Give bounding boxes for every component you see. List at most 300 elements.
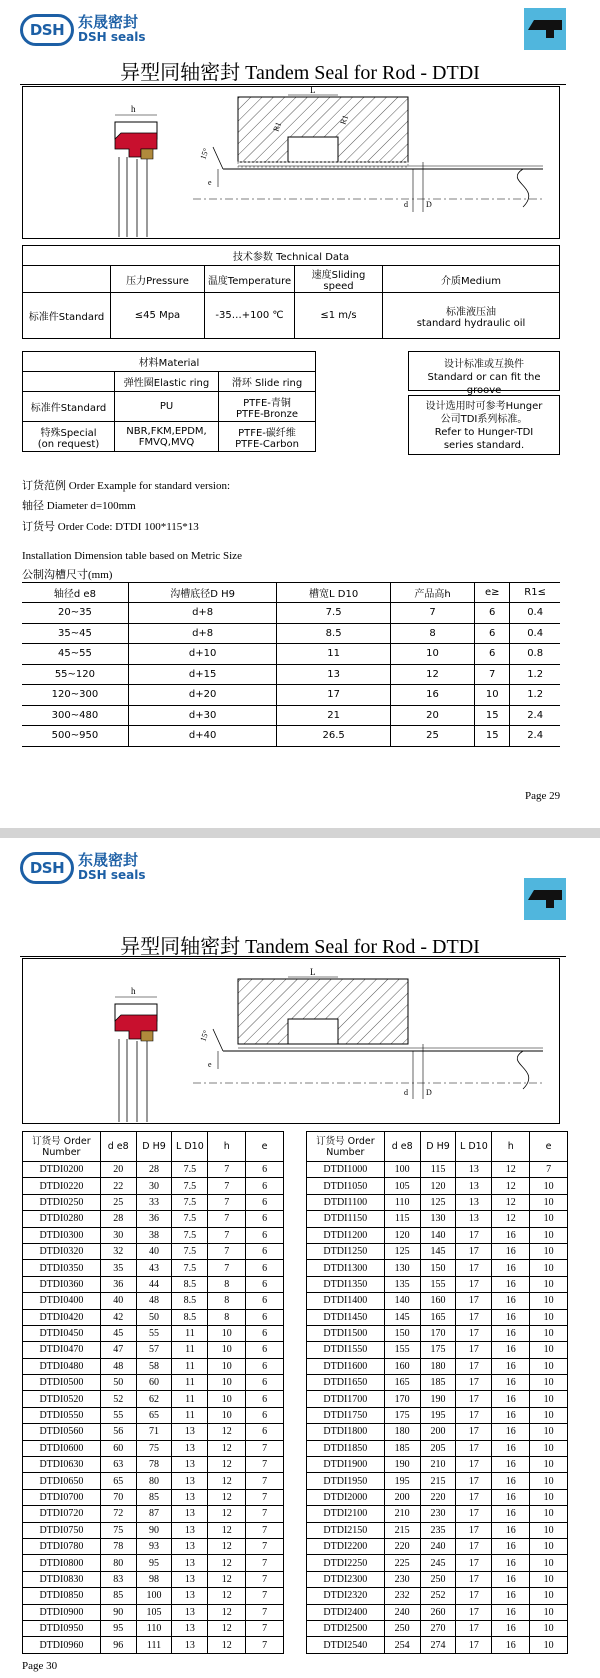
order-value: 254 xyxy=(384,1637,420,1653)
order-number: DTDI0280 xyxy=(23,1211,101,1227)
logo-badge: DSH xyxy=(20,14,74,46)
order-value: 16 xyxy=(492,1506,530,1522)
order-number: DTDI0700 xyxy=(23,1489,101,1505)
order-value: 48 xyxy=(100,1358,136,1374)
dim-cell: d+30 xyxy=(128,705,277,726)
order-value: 10 xyxy=(530,1194,568,1210)
order-row xyxy=(307,1325,568,1341)
order-value: 16 xyxy=(492,1424,530,1440)
order-value: 8 xyxy=(208,1293,246,1309)
order-number: DTDI0720 xyxy=(23,1506,101,1522)
order-value: 17 xyxy=(456,1375,492,1391)
dim-d-label: d xyxy=(404,1088,408,1097)
order-row xyxy=(23,1588,284,1604)
order-value: 13 xyxy=(456,1162,492,1178)
order-value: 7 xyxy=(246,1588,284,1604)
order-value: 10 xyxy=(530,1473,568,1489)
order-value: 11 xyxy=(172,1407,208,1423)
order-value: 111 xyxy=(136,1637,172,1653)
order-number-table-left xyxy=(22,1131,284,1654)
dim-cell: 7 xyxy=(475,664,510,685)
order-number: DTDI0900 xyxy=(23,1604,101,1620)
order-value: 6 xyxy=(246,1309,284,1325)
installation-dimension-table xyxy=(22,582,560,747)
order-value: 62 xyxy=(136,1391,172,1407)
order-value: 7 xyxy=(246,1440,284,1456)
order-value: 8.5 xyxy=(172,1276,208,1292)
order-row xyxy=(307,1358,568,1374)
order-value: 32 xyxy=(100,1243,136,1259)
order-value: 16 xyxy=(492,1473,530,1489)
order-value: 12 xyxy=(208,1457,246,1473)
order-value: 17 xyxy=(456,1506,492,1522)
order-value: 7 xyxy=(208,1260,246,1276)
order-value: 16 xyxy=(492,1309,530,1325)
order-number: DTDI0350 xyxy=(23,1260,101,1276)
dim-cell: d+8 xyxy=(128,603,277,624)
order-value: 220 xyxy=(420,1489,456,1505)
order-number: DTDI1450 xyxy=(307,1309,385,1325)
order-value: 50 xyxy=(100,1375,136,1391)
order-value: 160 xyxy=(420,1293,456,1309)
order-value: 28 xyxy=(100,1211,136,1227)
order-value: 16 xyxy=(492,1571,530,1587)
order-header-row xyxy=(307,1132,568,1162)
order-value: 17 xyxy=(456,1293,492,1309)
order-number: DTDI1100 xyxy=(307,1194,385,1210)
dim-cell: 0.4 xyxy=(510,623,560,644)
order-row xyxy=(307,1407,568,1423)
order-value: 83 xyxy=(100,1571,136,1587)
order-value: 145 xyxy=(384,1309,420,1325)
order-header: h xyxy=(492,1132,530,1162)
order-value: 7 xyxy=(246,1620,284,1636)
order-value: 28 xyxy=(136,1162,172,1178)
order-value: 72 xyxy=(100,1506,136,1522)
order-row xyxy=(23,1555,284,1571)
order-value: 215 xyxy=(384,1522,420,1538)
order-row xyxy=(23,1162,284,1178)
order-number: DTDI0450 xyxy=(23,1325,101,1341)
dim-cell: 1.2 xyxy=(510,664,560,685)
order-value: 17 xyxy=(456,1325,492,1341)
order-row xyxy=(23,1325,284,1341)
order-value: 190 xyxy=(420,1391,456,1407)
order-value: 6 xyxy=(246,1276,284,1292)
order-number: DTDI2300 xyxy=(307,1571,385,1587)
dsh-logo xyxy=(20,10,145,50)
order-value: 225 xyxy=(384,1555,420,1571)
logo-en: DSH seals xyxy=(78,30,146,44)
order-row xyxy=(23,1309,284,1325)
dim-cell: 15 xyxy=(475,726,510,747)
order-value: 10 xyxy=(530,1211,568,1227)
order-value: 36 xyxy=(136,1211,172,1227)
order-value: 115 xyxy=(420,1162,456,1178)
order-value: 232 xyxy=(384,1588,420,1604)
order-header-row xyxy=(23,1132,284,1162)
order-header: D H9 xyxy=(136,1132,172,1162)
order-header: 订货号 Order Number xyxy=(23,1132,101,1162)
order-number: DTDI0250 xyxy=(23,1194,101,1210)
order-value: 75 xyxy=(100,1522,136,1538)
order-value: 16 xyxy=(492,1588,530,1604)
order-value: 235 xyxy=(420,1522,456,1538)
order-value: 6 xyxy=(246,1194,284,1210)
order-value: 260 xyxy=(420,1604,456,1620)
order-value: 17 xyxy=(456,1473,492,1489)
order-value: 180 xyxy=(384,1424,420,1440)
order-value: 16 xyxy=(492,1604,530,1620)
order-number: DTDI1150 xyxy=(307,1211,385,1227)
order-number: DTDI1600 xyxy=(307,1358,385,1374)
order-value: 30 xyxy=(100,1227,136,1243)
order-number: DTDI1500 xyxy=(307,1325,385,1341)
dim-cell: 7 xyxy=(390,603,474,624)
order-value: 10 xyxy=(530,1375,568,1391)
angle-label: 15° xyxy=(198,147,211,161)
dim-header: 槽宽L D10 xyxy=(277,583,390,603)
order-value: 75 xyxy=(136,1440,172,1456)
order-value: 12 xyxy=(208,1604,246,1620)
radius-label-1: R1 xyxy=(271,120,284,133)
material-caption: 材料Material xyxy=(23,352,316,372)
tech-value: -35…+100 ℃ xyxy=(205,293,295,339)
order-value: 155 xyxy=(384,1342,420,1358)
order-row xyxy=(307,1194,568,1210)
order-row xyxy=(23,1489,284,1505)
order-row xyxy=(307,1391,568,1407)
order-value: 205 xyxy=(420,1440,456,1456)
dim-cell: 1.2 xyxy=(510,685,560,706)
order-number: DTDI0800 xyxy=(23,1555,101,1571)
order-value: 43 xyxy=(136,1260,172,1276)
order-value: 16 xyxy=(492,1407,530,1423)
order-value: 7.5 xyxy=(172,1178,208,1194)
order-value: 170 xyxy=(384,1391,420,1407)
dim-cell: 8 xyxy=(390,623,474,644)
order-number: DTDI1250 xyxy=(307,1243,385,1259)
order-row xyxy=(23,1424,284,1440)
material-table xyxy=(22,351,316,452)
order-value: 17 xyxy=(456,1309,492,1325)
order-value: 17 xyxy=(456,1424,492,1440)
order-row xyxy=(23,1506,284,1522)
order-value: 140 xyxy=(384,1293,420,1309)
order-value: 16 xyxy=(492,1276,530,1292)
install-heading: Installation Dimension table based on Metric Size xyxy=(22,550,242,562)
order-value: 13 xyxy=(172,1620,208,1636)
seal-profile-thumbnail xyxy=(524,878,566,920)
order-value: 7 xyxy=(246,1538,284,1554)
order-number: DTDI1350 xyxy=(307,1276,385,1292)
order-value: 70 xyxy=(100,1489,136,1505)
order-value: 7 xyxy=(246,1457,284,1473)
order-value: 11 xyxy=(172,1325,208,1341)
order-value: 12 xyxy=(492,1162,530,1178)
order-number: DTDI1800 xyxy=(307,1424,385,1440)
order-value: 33 xyxy=(136,1194,172,1210)
order-row xyxy=(307,1260,568,1276)
order-value: 10 xyxy=(208,1407,246,1423)
order-value: 6 xyxy=(246,1407,284,1423)
order-value: 155 xyxy=(420,1276,456,1292)
order-value: 10 xyxy=(208,1325,246,1341)
order-value: 10 xyxy=(530,1178,568,1194)
order-value: 10 xyxy=(530,1604,568,1620)
order-value: 12 xyxy=(492,1194,530,1210)
order-value: 150 xyxy=(384,1325,420,1341)
order-row xyxy=(23,1440,284,1456)
order-value: 16 xyxy=(492,1637,530,1653)
order-value: 7 xyxy=(530,1162,568,1178)
material-header: 滑环 Slide ring xyxy=(219,372,316,392)
hunger-reference-note: 设计选用时可参考Hunger 公司TDI系列标准。 Refer to Hunger-TDI series standard. xyxy=(408,395,560,455)
order-header: d e8 xyxy=(100,1132,136,1162)
order-value: 270 xyxy=(420,1620,456,1636)
order-value: 40 xyxy=(100,1293,136,1309)
order-value: 95 xyxy=(100,1620,136,1636)
dim-header: 轴径d e8 xyxy=(22,583,128,603)
order-value: 10 xyxy=(530,1457,568,1473)
order-value: 120 xyxy=(384,1227,420,1243)
technical-data-table xyxy=(22,245,560,339)
order-value: 20 xyxy=(100,1162,136,1178)
dim-D-label: D xyxy=(426,200,432,209)
dim-cell: 26.5 xyxy=(277,726,390,747)
order-value: 10 xyxy=(530,1276,568,1292)
tech-header: 压力Pressure xyxy=(111,266,205,293)
order-value: 125 xyxy=(420,1194,456,1210)
order-number: DTDI0220 xyxy=(23,1178,101,1194)
page-title: 异型同轴密封 Tandem Seal for Rod - DTDI xyxy=(120,62,480,84)
order-value: 50 xyxy=(136,1309,172,1325)
order-value: 11 xyxy=(172,1391,208,1407)
order-value: 6 xyxy=(246,1358,284,1374)
dim-cell: 2.4 xyxy=(510,705,560,726)
order-value: 10 xyxy=(530,1407,568,1423)
dim-D-label: D xyxy=(426,1088,432,1097)
order-value: 170 xyxy=(420,1325,456,1341)
order-row xyxy=(307,1571,568,1587)
material-row-label: 标准件Standard xyxy=(23,392,115,422)
order-number: DTDI0470 xyxy=(23,1342,101,1358)
order-value: 7 xyxy=(246,1522,284,1538)
order-value: 17 xyxy=(456,1604,492,1620)
dim-row xyxy=(22,603,560,624)
order-row xyxy=(23,1211,284,1227)
order-value: 10 xyxy=(530,1293,568,1309)
dim-header: 产品高h xyxy=(390,583,474,603)
order-header: e xyxy=(246,1132,284,1162)
order-value: 105 xyxy=(384,1178,420,1194)
order-row xyxy=(307,1243,568,1259)
order-row xyxy=(307,1473,568,1489)
order-row xyxy=(23,1375,284,1391)
order-value: 8.5 xyxy=(172,1309,208,1325)
order-value: 10 xyxy=(530,1538,568,1554)
order-value: 17 xyxy=(456,1276,492,1292)
order-value: 12 xyxy=(208,1571,246,1587)
order-row xyxy=(23,1358,284,1374)
order-value: 17 xyxy=(456,1358,492,1374)
order-value: 7 xyxy=(208,1194,246,1210)
material-header: 弹性圈Elastic ring xyxy=(115,372,219,392)
order-value: 48 xyxy=(136,1293,172,1309)
dim-header: e≥ xyxy=(475,583,510,603)
order-row xyxy=(307,1309,568,1325)
seal-diagram xyxy=(22,86,560,239)
order-value: 78 xyxy=(100,1538,136,1554)
order-value: 195 xyxy=(384,1473,420,1489)
order-value: 65 xyxy=(136,1407,172,1423)
order-value: 175 xyxy=(384,1407,420,1423)
order-row xyxy=(23,1538,284,1554)
order-value: 10 xyxy=(530,1571,568,1587)
dim-cell: 10 xyxy=(390,644,474,665)
order-value: 16 xyxy=(492,1538,530,1554)
order-value: 13 xyxy=(172,1489,208,1505)
order-header: L D10 xyxy=(172,1132,208,1162)
order-row xyxy=(23,1473,284,1489)
order-row xyxy=(307,1522,568,1538)
order-value: 17 xyxy=(456,1620,492,1636)
seal-profile-thumbnail xyxy=(524,8,566,50)
order-row xyxy=(307,1375,568,1391)
order-number: DTDI0780 xyxy=(23,1538,101,1554)
order-value: 130 xyxy=(420,1211,456,1227)
order-value: 175 xyxy=(420,1342,456,1358)
order-value: 16 xyxy=(492,1522,530,1538)
order-number: DTDI0480 xyxy=(23,1358,101,1374)
order-number: DTDI0500 xyxy=(23,1375,101,1391)
order-value: 12 xyxy=(208,1440,246,1456)
order-row xyxy=(23,1620,284,1636)
order-row xyxy=(307,1276,568,1292)
order-value: 7 xyxy=(246,1506,284,1522)
dim-cell: 6 xyxy=(475,623,510,644)
order-value: 11 xyxy=(172,1358,208,1374)
order-value: 16 xyxy=(492,1457,530,1473)
order-number: DTDI1200 xyxy=(307,1227,385,1243)
order-value: 85 xyxy=(136,1489,172,1505)
order-value: 7 xyxy=(246,1571,284,1587)
order-value: 25 xyxy=(100,1194,136,1210)
order-value: 13 xyxy=(172,1522,208,1538)
order-number: DTDI1850 xyxy=(307,1440,385,1456)
order-value: 8.5 xyxy=(172,1293,208,1309)
order-row xyxy=(23,1571,284,1587)
order-number: DTDI1550 xyxy=(307,1342,385,1358)
order-row xyxy=(23,1522,284,1538)
dim-cell: d+40 xyxy=(128,726,277,747)
order-number: DTDI1300 xyxy=(307,1260,385,1276)
order-number: DTDI0320 xyxy=(23,1243,101,1259)
dim-cell: 25 xyxy=(390,726,474,747)
order-value: 145 xyxy=(420,1243,456,1259)
order-value: 12 xyxy=(492,1211,530,1227)
order-value: 16 xyxy=(492,1489,530,1505)
order-value: 215 xyxy=(420,1473,456,1489)
order-value: 6 xyxy=(246,1424,284,1440)
order-number: DTDI2250 xyxy=(307,1555,385,1571)
order-value: 10 xyxy=(530,1342,568,1358)
order-value: 13 xyxy=(172,1538,208,1554)
order-row xyxy=(307,1162,568,1178)
order-value: 6 xyxy=(246,1391,284,1407)
order-value: 13 xyxy=(172,1440,208,1456)
order-number: DTDI0950 xyxy=(23,1620,101,1636)
order-value: 7 xyxy=(208,1162,246,1178)
dim-cell: 0.8 xyxy=(510,644,560,665)
order-value: 22 xyxy=(100,1178,136,1194)
order-value: 38 xyxy=(136,1227,172,1243)
order-value: 12 xyxy=(208,1588,246,1604)
order-value: 6 xyxy=(246,1260,284,1276)
dim-cell: 8.5 xyxy=(277,623,390,644)
order-row xyxy=(307,1555,568,1571)
order-value: 252 xyxy=(420,1588,456,1604)
order-value: 13 xyxy=(172,1506,208,1522)
order-value: 8 xyxy=(208,1309,246,1325)
order-header: d e8 xyxy=(384,1132,420,1162)
order-value: 10 xyxy=(530,1358,568,1374)
order-value: 245 xyxy=(420,1555,456,1571)
order-value: 160 xyxy=(384,1358,420,1374)
order-value: 65 xyxy=(100,1473,136,1489)
order-value: 55 xyxy=(136,1325,172,1341)
order-number: DTDI2500 xyxy=(307,1620,385,1636)
dim-cell: 10 xyxy=(475,685,510,706)
order-value: 210 xyxy=(420,1457,456,1473)
order-value: 125 xyxy=(384,1243,420,1259)
order-value: 200 xyxy=(420,1424,456,1440)
order-value: 13 xyxy=(172,1637,208,1653)
order-value: 17 xyxy=(456,1407,492,1423)
order-value: 10 xyxy=(530,1309,568,1325)
order-value: 8 xyxy=(208,1276,246,1292)
order-header: h xyxy=(208,1132,246,1162)
order-example-code: 订货号 Order Code: DTDI 100*115*13 xyxy=(22,521,199,533)
dim-h-label: h xyxy=(131,986,136,996)
order-value: 10 xyxy=(208,1358,246,1374)
order-value: 195 xyxy=(420,1407,456,1423)
order-value: 16 xyxy=(492,1620,530,1636)
order-value: 7 xyxy=(208,1227,246,1243)
dim-row xyxy=(22,623,560,644)
order-value: 10 xyxy=(530,1424,568,1440)
page-title: 异型同轴密封 Tandem Seal for Rod - DTDI xyxy=(120,936,480,958)
groove-note: 设计标准或互换件 Standard or can fit the groove xyxy=(408,351,560,391)
order-row xyxy=(307,1620,568,1636)
order-number: DTDI2000 xyxy=(307,1489,385,1505)
order-value: 185 xyxy=(420,1375,456,1391)
dim-cell: 13 xyxy=(277,664,390,685)
order-value: 250 xyxy=(384,1620,420,1636)
order-number: DTDI0400 xyxy=(23,1293,101,1309)
order-row xyxy=(23,1604,284,1620)
dim-cell: d+10 xyxy=(128,644,277,665)
order-value: 7.5 xyxy=(172,1162,208,1178)
order-header: 订货号 Order Number xyxy=(307,1132,385,1162)
order-value: 190 xyxy=(384,1457,420,1473)
dim-header: R1≤ xyxy=(510,583,560,603)
order-number: DTDI0520 xyxy=(23,1391,101,1407)
order-value: 16 xyxy=(492,1555,530,1571)
order-value: 13 xyxy=(456,1211,492,1227)
order-value: 10 xyxy=(530,1391,568,1407)
dim-cell: 6 xyxy=(475,603,510,624)
